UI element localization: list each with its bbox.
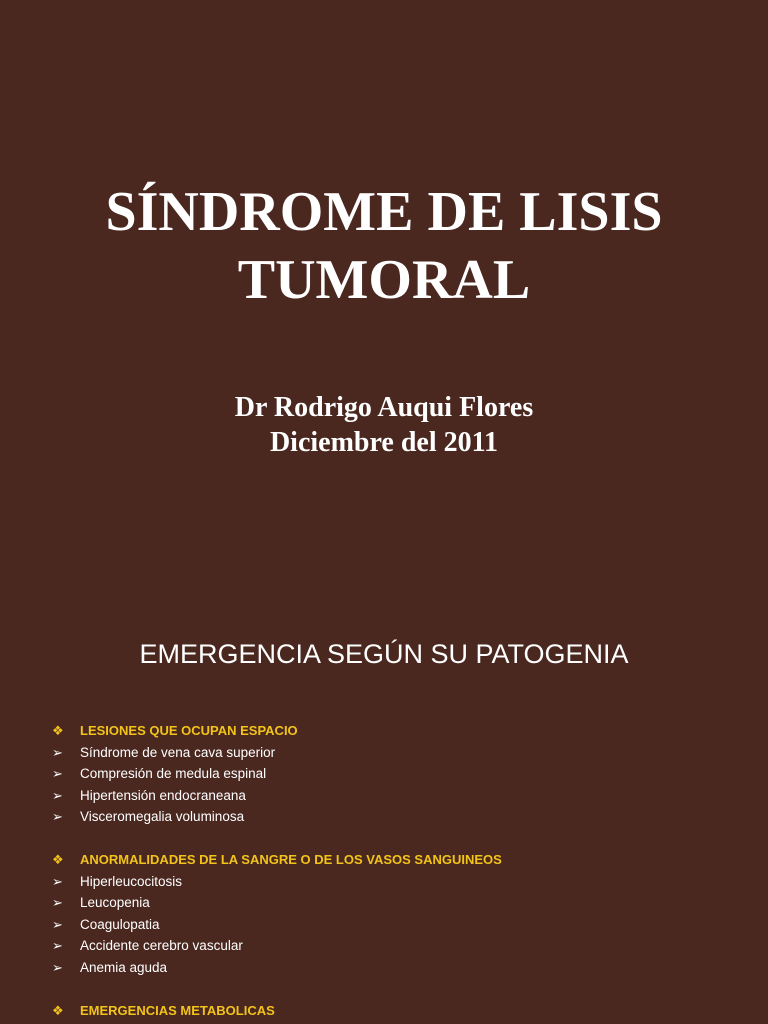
arrow-bullet-icon: ➢ (52, 938, 63, 953)
list-item (52, 935, 243, 956)
arrow-bullet-icon: ➢ (52, 809, 63, 824)
arrow-bullet-icon: ➢ (52, 895, 63, 910)
list-item (52, 742, 275, 763)
arrow-bullet-icon: ➢ (52, 960, 63, 975)
slide-title-line2: TUMORAL (237, 249, 531, 311)
list-item-label: Visceromegalia voluminosa (80, 809, 245, 824)
list-item-label: Anemia aguda (80, 960, 168, 975)
list-item (52, 806, 244, 827)
list-item-label: Síndrome de vena cava superior (80, 745, 276, 760)
list-item (52, 914, 160, 935)
arrow-bullet-icon: ➢ (52, 788, 63, 803)
diamond-bullet-icon: ❖ (52, 723, 64, 738)
list-item-label: Hipertensión endocraneana (80, 788, 246, 803)
group-heading-lesiones (52, 720, 298, 741)
slide-title-line1: SÍNDROME DE LISIS (105, 181, 663, 243)
arrow-bullet-icon: ➢ (52, 745, 63, 760)
presentation-date: Diciembre del 2011 (269, 427, 499, 458)
arrow-bullet-icon: ➢ (52, 917, 63, 932)
list-item-label: Leucopenia (80, 895, 150, 910)
group-heading-label: LESIONES QUE OCUPAN ESPACIO (80, 723, 298, 738)
list-item-label: Hiperleucocitosis (80, 874, 183, 889)
list-item-label: Coagulopatia (80, 917, 160, 932)
list-item (52, 957, 167, 978)
list-item-label: Accidente cerebro vascular (80, 938, 243, 953)
group-heading-label: EMERGENCIAS METABOLICAS (80, 1003, 275, 1018)
diamond-bullet-icon: ❖ (52, 852, 64, 867)
group-heading-anormalidades (52, 849, 502, 870)
list-item (52, 871, 182, 892)
section-heading: EMERGENCIA SEGÚN SU PATOGENIA (139, 639, 629, 669)
author-name: Dr Rodrigo Auqui Flores (234, 392, 534, 423)
arrow-bullet-icon: ➢ (52, 766, 63, 781)
list-item (52, 763, 266, 784)
list-item (52, 892, 150, 913)
group-heading-metabolicas (52, 1000, 275, 1021)
list-item (52, 785, 246, 806)
arrow-bullet-icon: ➢ (52, 874, 63, 889)
list-item-label: Compresión de medula espinal (80, 766, 267, 781)
diamond-bullet-icon: ❖ (52, 1003, 64, 1018)
group-heading-label: ANORMALIDADES DE LA SANGRE O DE LOS VASOS SANGUINEOS (80, 852, 502, 867)
